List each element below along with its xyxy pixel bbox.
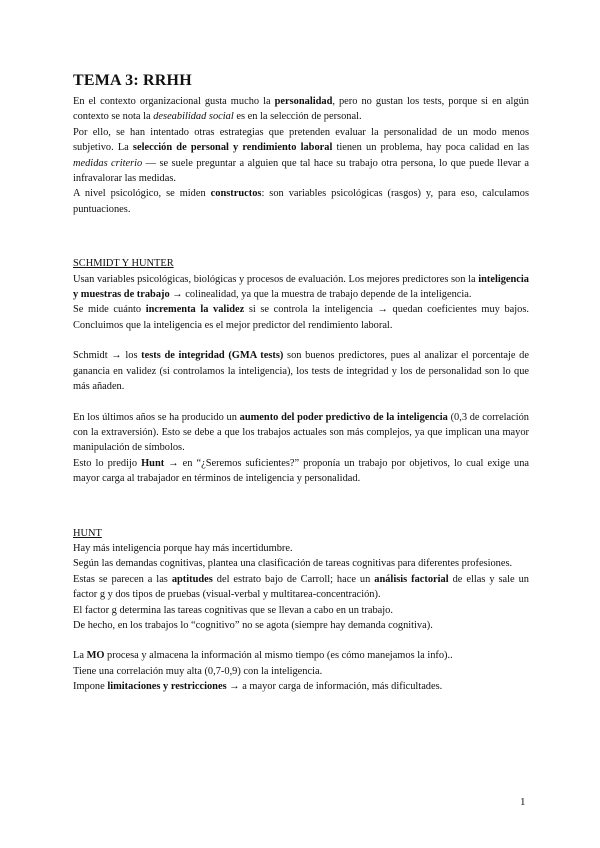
- hunt-line-1: Hay más inteligencia porque hay más incertidumbre.: [73, 542, 293, 554]
- hunt-line-2: Según las demandas cognitivas, plantea una clasificación de tareas cognitivas para diferentes profesiones.: [73, 558, 513, 570]
- hunt-line-4: El factor g determina las tareas cognitivas que se llevan a cabo en un trabajo.: [73, 604, 393, 616]
- schmidt-paragraph-3: Schmidt → los tests de integridad (GMA tests) son buenos predictores, pues al analizar el porcentaje de ganancia en validez (si controlamos la inteligencia), los tests de integridad y los de personalidad son lo que más añaden.: [73, 350, 529, 393]
- page-number: 1: [520, 796, 526, 808]
- intro-paragraph-1: En el contexto organizacional gusta mucho la personalidad, pero no gustan los tests, porque si en algún contexto se nota la deseabilidad social es en la selección de personal.: [73, 96, 529, 123]
- hunt-line-3: Estas se parecen a las aptitudes del estrato bajo de Carroll; hace un análisis factorial de ellas y sale un factor g y dos tipos de pruebas (visual-verbal y multitarea-concentración).: [73, 573, 529, 601]
- section-heading-schmidt-hunter: SCHMIDT Y HUNTER: [73, 258, 174, 270]
- mo-line-3: Impone limitaciones y restricciones → a mayor carga de información, más dificultades.: [73, 681, 443, 693]
- document-page: [73, 72, 529, 695]
- section-heading-hunt: HUNT: [73, 527, 102, 539]
- schmidt-paragraph-1: Usan variables psicológicas, biológicas y procesos de evaluación. Los mejores predictores son la inteligencia y muestras de trabajo → colinealidad, ya que la muestra de trabajo depende de la inteligencia.: [73, 273, 529, 301]
- intro-paragraph-2: Por ello, se han intentado otras estrategias que pretenden evaluar la personalidad de un modo menos subjetivo. La selección de personal y rendimiento laboral tienen un problema, hay poca calidad en las medidas criterio — se suele preguntar a alguien que tal hace su trabajo otra persona, lo que puede llevar a infravalorar las medidas.: [73, 126, 529, 185]
- page-title: TEMA 3: RRHH: [73, 72, 192, 89]
- schmidt-paragraph-5: Esto lo predijo Hunt → en “¿Seremos suficientes?” proponía un trabajo por objetivos, lo cual exige una mayor carga al trabajador en términos de inteligencia y personalidad.: [73, 457, 530, 485]
- schmidt-paragraph-4: En los últimos años se ha producido un aumento del poder predictivo de la inteligencia (0,3 de correlación con la extraversión). Esto se debe a que los trabajos actuales son más complejos, ya que implican una mayor manipulación de símbolos.: [73, 411, 529, 454]
- hunt-line-5: De hecho, en los trabajos lo “cognitivo” no se agota (siempre hay demanda cognitiva).: [73, 619, 433, 631]
- mo-line-2: Tiene una correlación muy alta (0,7-0,9) con la inteligencia.: [73, 665, 323, 677]
- mo-line-1: La MO procesa y almacena la información al mismo tiempo (es cómo manejamos la info)..: [73, 650, 453, 662]
- schmidt-paragraph-2: Se mide cuánto incrementa la validez si se controla la inteligencia → quedan coeficientes muy bajos. Concluimos que la inteligencia es el mejor predictor del rendimiento laboral.: [73, 304, 529, 331]
- intro-paragraph-3: A nivel psicológico, se miden constructos: son variables psicológicas (rasgos) y, para eso, calculamos puntuaciones.: [73, 188, 529, 215]
